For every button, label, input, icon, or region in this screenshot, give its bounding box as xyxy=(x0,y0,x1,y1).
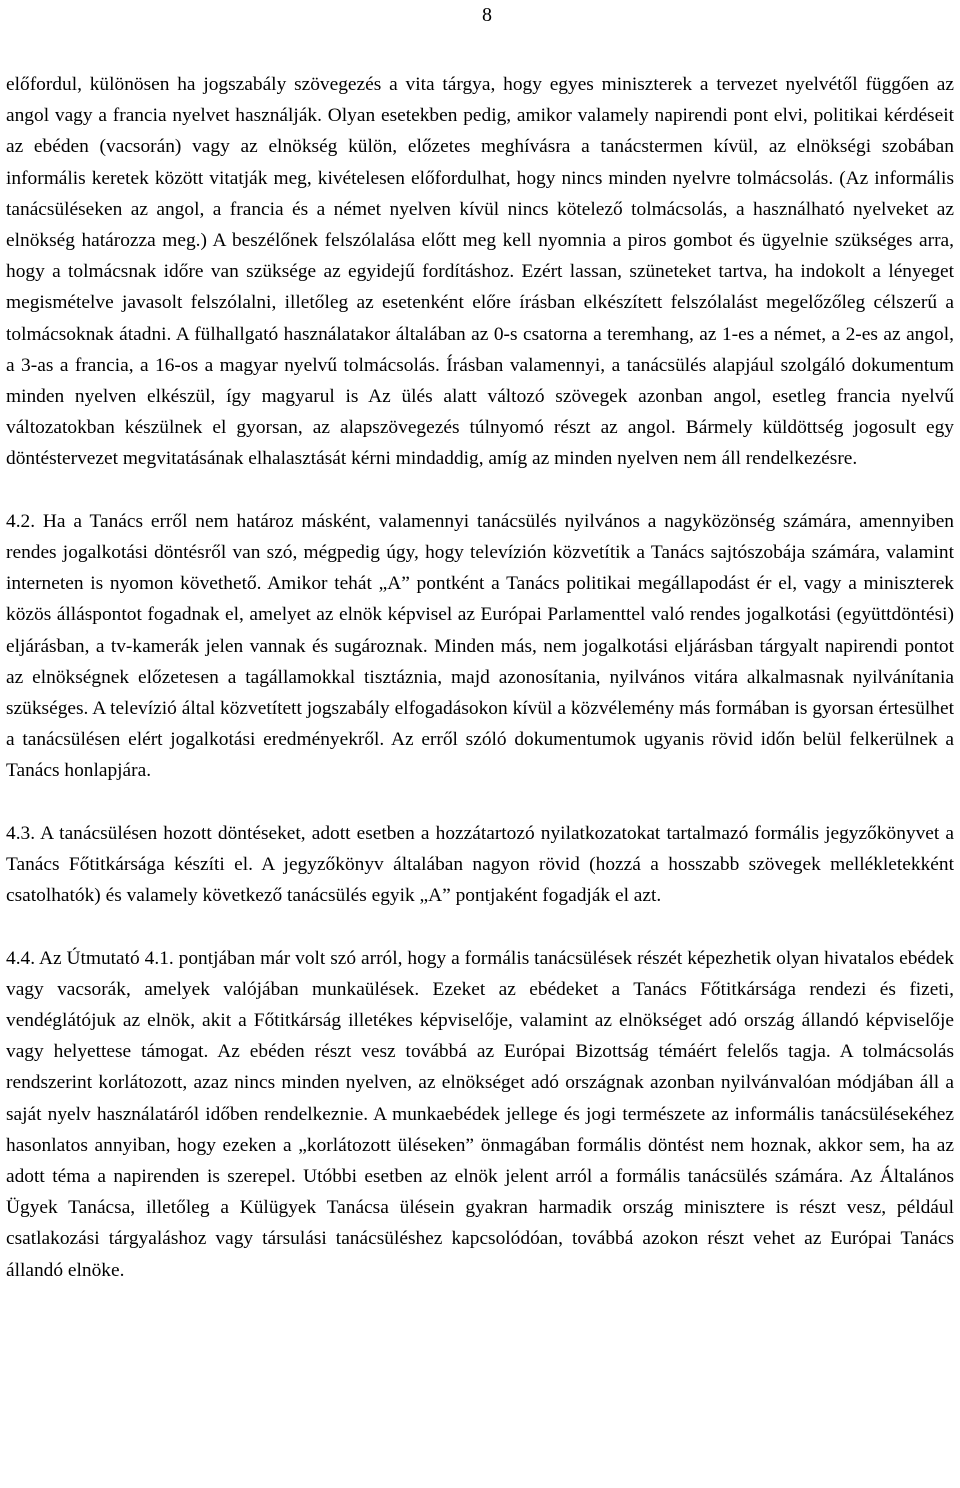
paragraph-continuation: előfordul, különösen ha jogszabály szövegezés a vita tárgya, hogy egyes miniszterek a tervezet nyelvétől függően az angol vagy a francia nyelvet használják. Olyan esetekben pedig, amikor valamely napirendi pont elvi, politikai kérdéseit az ebéden (vacsorán) vagy az elnökség külön, előzetes meghívásra a tanácstermen kívül, az elnökségi szobában informális keretek között vitatják meg, kivételesen előfordulhat, hogy nincs minden nyelvre tolmácsolás. (Az informális tanácsüléseken az angol, a francia és a német nyelven kívül nincs kötelező tolmácsolás, a használható nyelveket az elnökség határozza meg.) A beszélőnek felszólalása előtt meg kell nyomnia a piros gombot és ügyelnie szükséges arra, hogy a tolmácsnak időre van szüksége az egyidejű fordításhoz. Ezért lassan, szüneteket tartva, ha indokolt a lényeget megismételve javasolt felszólalni, illetőleg az esetenként előre írásban elkészített felszólalást megelőzőleg célszerű a tolmácsoknak átadni. A fülhallgató használatakor általában az 0-s csatorna a teremhang, az 1-es a német, a 2-es az angol, a 3-as a francia, a 16-os a magyar nyelvű tolmácsolás. Írásban valamennyi, a tanácsülés alapjául szolgáló dokumentum minden nyelven elkészül, így magyarul is Az ülés alatt változó szövegek azonban angol, esetleg francia nyelvű változatokban készülnek el gyorsan, az alapszövegezés túlnyomó részt az angol. Bármely küldöttség jogosult egy döntéstervezet megvitatásának elhalasztását kérni mindaddig, amíg az minden nyelven nem áll rendelkezésre. xyxy=(6,74,954,470)
paragraph-4-4: 4.4. Az Útmutató 4.1. pontjában már volt szó arról, hogy a formális tanácsülések részét képezhetik olyan hivatalos ebédek vagy vacsorák, amelyek valójában munkaülések. Ezeket az ebédeket a Tanács Főtitkársága rendezi és fizeti, vendéglátójuk az elnök, akit a Főtitkárság illetékes képviselője, valamint az elnökséget adó ország állandó képviselője vagy helyettese támogat. Az ebéden részt vesz továbbá az Európai Bizottság témáért felelős tagja. A tolmácsolás rendszerint korlátozott, azaz nincs minden nyelven, az elnökséget adó országnak azonban nyilvánvalóan módjában áll a saját nyelv használatáról időben rendelkeznie. A munkaebédek jellege és jogi természete az informális tanácsülésekéhez hasonlatos annyiban, hogy ezeken a „korlátozott üléseken” önmagában formális döntést nem hoznak, akkor sem, ha az adott téma a napirenden is szerepel. Utóbbi esetben az elnök jelent arról a formális tanácsülés számára. Az Általános Ügyek Tanácsa, illetőleg a Külügyek Tanácsa ülésein gyakran harmadik ország minisztere is részt vesz, például csatlakozási tárgyaláshoz vagy társulási tanácsüléshez kapcsolódóan, továbbá azokon részt vehet az Európai Tanács állandó elnöke. xyxy=(6,947,954,1281)
page-number: 8 xyxy=(482,4,492,26)
paragraph-4-3: 4.3. A tanácsülésen hozott döntéseket, adott esetben a hozzátartozó nyilatkozatokat tartalmazó formális jegyzőkönyvet a Tanács Főtitkársága készíti el. A jegyzőkönyv általában nagyon rövid (hozzá a hosszabb szövegek mellékletekként csatolhatók) és valamely következő tanácsülés egyik „A” pontjaként fogadják el azt. xyxy=(6,822,954,907)
document-body xyxy=(6,69,954,1286)
paragraph-4-2: 4.2. Ha a Tanács erről nem határoz másként, valamennyi tanácsülés nyilvános a nagyközönség számára, amennyiben rendes jogalkotási döntésről van szó, mégpedig úgy, hogy televízión közvetítik a Tanács sajtószobája számára, valamint interneten is nyomon követhető. Amikor tehát „A” pontként a Tanács politikai megállapodást ér el, vagy a miniszterek közös álláspontot fogadnak el, amelyet az elnök képvisel az Európai Parlamenttel való rendes jogalkotási (együttdöntési) eljárásban, a tv-kamerák jelen vannak és sugároznak. Minden más, nem jogalkotási eljárásban tárgyalt napirendi pontot az elnökségnek előzetesen a tagállamokkal tisztáznia, majd azonosítania, nyilvános vitára alkalmasnak nyilvánítania szükséges. A televízió által közvetített jogszabály elfogadásokon kívül a közvélemény más formában is gyorsan értesülhet a tanácsülésen elért jogalkotási eredményekről. Az erről szóló dokumentumok ugyanis rövid időn belül felkerülnek a Tanács honlapjára. xyxy=(6,510,954,782)
